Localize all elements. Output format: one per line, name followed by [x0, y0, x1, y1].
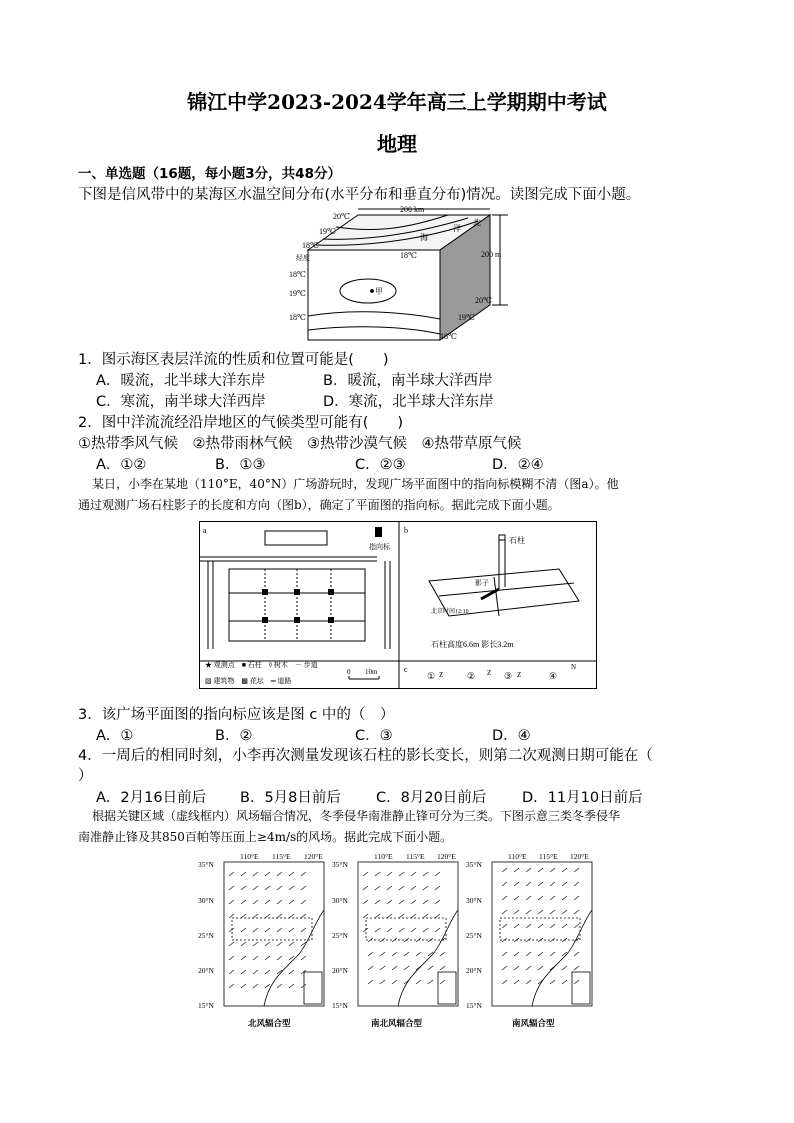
wind-arrow: [289, 928, 294, 932]
key-region-box: [500, 918, 580, 940]
key-region-box: [232, 918, 312, 940]
wind-arrow: [229, 900, 234, 904]
wind-arrow: [375, 928, 380, 932]
wind-arrow: [562, 896, 567, 900]
q1-option-b[interactable]: B．暖流，南半球大洋西岸: [323, 373, 493, 389]
wind-arrow: [399, 872, 404, 876]
wind-arrow: [440, 952, 445, 956]
fig2-c3-z: Z: [517, 671, 522, 679]
wind-arrow: [375, 914, 380, 918]
q2-option-b[interactable]: B．①③: [215, 457, 266, 473]
wind-arrow: [363, 914, 368, 918]
wind-arrow: [526, 966, 531, 970]
fig1-t18d: 18℃: [440, 332, 457, 341]
q2-items: ①热带季风气候 ②热带雨林气候 ③热带沙漠气候 ④热带草原气候: [78, 436, 522, 452]
wind-arrow: [289, 914, 294, 918]
fig1-width-label: 200 km: [400, 205, 425, 214]
wind-arrow: [241, 914, 246, 918]
wind-arrow: [538, 966, 543, 970]
wind-arrow: [265, 886, 270, 890]
wind-arrow: [277, 900, 282, 904]
map3-lon115: 115°E: [539, 852, 558, 861]
wind-arrow: [411, 928, 416, 932]
fig2-c1: ①: [427, 671, 436, 681]
fig1-t18e: 18℃: [400, 251, 417, 260]
wind-arrow: [562, 966, 567, 970]
fig1-t18a: 18℃: [302, 241, 319, 250]
q4-stem: 4．一周后的相同时刻，小李再次测量发现该石柱的影长变长，则第二次观测日期可能在（: [78, 748, 653, 764]
wind-arrow: [277, 914, 282, 918]
wind-arrow: [562, 882, 567, 886]
wind-arrow: [411, 914, 416, 918]
wind-arrow: [229, 928, 234, 932]
wind-arrow: [550, 980, 555, 984]
q3-option-a[interactable]: A．①: [96, 728, 134, 744]
map3-lon120: 120°E: [570, 852, 589, 861]
wind-arrow: [399, 914, 404, 918]
wind-arrow: [253, 970, 258, 974]
wind-arrow: [387, 872, 392, 876]
q4-option-b[interactable]: B．5月8日前后: [240, 790, 341, 806]
passage3-line1: 根据关键区域（虚线框内）风场辐合情况，冬季侵华南准静止锋可分为三类。下图示意三类冬季侵华: [92, 809, 621, 823]
wind-arrow: [574, 882, 579, 886]
wind-arrow: [301, 984, 306, 988]
fig1-t19a: 19℃: [319, 227, 336, 236]
map3-lat25: 25°N: [466, 931, 482, 940]
map2-lat25: 25°N: [332, 931, 348, 940]
wind-arrow: [363, 928, 368, 932]
wind-arrow: [428, 938, 433, 942]
map1-lat30: 30°N: [198, 896, 214, 905]
map2-lat30: 30°N: [332, 896, 348, 905]
wind-arrow: [253, 886, 258, 890]
wind-arrow: [562, 910, 567, 914]
wind-arrow: [265, 928, 270, 932]
wind-arrow: [538, 938, 543, 942]
wind-arrow: [574, 952, 579, 956]
inset-map: [572, 972, 590, 1004]
inset-map: [438, 972, 456, 1004]
wind-arrow: [550, 910, 555, 914]
wind-arrow: [387, 886, 392, 890]
wind-arrow: [428, 966, 433, 970]
wind-arrow: [526, 910, 531, 914]
fig2-c2-z: Z: [487, 669, 492, 677]
wind-arrow: [380, 938, 385, 942]
fig2-c4-n: N: [571, 663, 577, 671]
wind-arrow: [229, 872, 234, 876]
section-intro: 下图是信风带中的某海区水温空间分布(水平分布和垂直分布)情况。读图完成下面小题。: [78, 187, 641, 203]
fig2-a-label: a: [203, 526, 207, 535]
wind-arrow: [277, 928, 282, 932]
wind-arrow: [265, 984, 270, 988]
fig1-ocean: 洋: [453, 224, 461, 233]
wind-arrow: [514, 868, 519, 872]
wind-arrow: [435, 914, 440, 918]
wind-arrow: [265, 900, 270, 904]
wind-arrow: [562, 952, 567, 956]
wind-arrow: [277, 984, 282, 988]
wind-arrow: [502, 882, 507, 886]
wind-arrow: [574, 966, 579, 970]
map2-lat20: 20°N: [332, 966, 348, 975]
wind-arrow: [229, 886, 234, 890]
wind-arrow: [301, 900, 306, 904]
wind-arrow: [368, 938, 373, 942]
q3-stem: 3．该广场平面图的指向标应该是图 c 中的（ ）: [78, 707, 395, 723]
wind-arrow: [502, 938, 507, 942]
wind-arrow: [392, 938, 397, 942]
wind-arrow: [562, 868, 567, 872]
map2-lon115: 115°E: [406, 852, 425, 861]
wind-arrow: [241, 928, 246, 932]
q4-option-c[interactable]: C．8月20日前后: [376, 790, 487, 806]
fig2-time-label: 北京时间12:10: [431, 609, 469, 615]
wind-field-maps: [196, 850, 606, 1032]
wind-arrow: [435, 928, 440, 932]
passage2-line1: 某日，小李在某地（110°E，40°N）广场游玩时，发现广场平面图中的指向标模糊不清（图a）。他: [92, 477, 619, 491]
wind-arrow: [526, 882, 531, 886]
wind-arrow: [387, 900, 392, 904]
wind-arrow: [265, 942, 270, 946]
wind-arrow: [301, 872, 306, 876]
wind-arrow: [265, 956, 270, 960]
inset-map: [304, 972, 322, 1004]
wind-arrow: [514, 910, 519, 914]
wind-arrow: [399, 928, 404, 932]
subject-title: 地理: [377, 132, 417, 156]
wind-arrow: [375, 872, 380, 876]
map2-caption: 南北风辐合型: [371, 1018, 423, 1028]
wind-arrow: [428, 980, 433, 984]
wind-arrow: [550, 924, 555, 928]
fig1-t20a: 20℃: [333, 212, 350, 221]
wind-arrow: [229, 970, 234, 974]
wind-arrow: [301, 886, 306, 890]
wind-arrow: [550, 882, 555, 886]
q2-option-a[interactable]: A．①②: [96, 457, 147, 473]
wind-arrow: [253, 900, 258, 904]
wind-arrow: [514, 980, 519, 984]
wind-arrow: [277, 886, 282, 890]
wind-arrow: [416, 980, 421, 984]
wind-arrow: [399, 900, 404, 904]
wind-arrow: [380, 966, 385, 970]
wind-arrow: [574, 896, 579, 900]
wind-arrow: [241, 942, 246, 946]
wind-arrow: [574, 980, 579, 984]
wind-arrow: [404, 938, 409, 942]
wind-arrow: [399, 886, 404, 890]
wind-arrow: [416, 938, 421, 942]
map1-lon110: 110°E: [240, 852, 259, 861]
q4-option-d[interactable]: D．11月10日前后: [522, 790, 643, 806]
wind-arrow: [550, 952, 555, 956]
q1-option-c[interactable]: C．寒流，南半球大洋西岸: [96, 394, 266, 410]
wind-arrow: [440, 966, 445, 970]
map-frame: [224, 862, 324, 1006]
fig2-height-label: 石柱高度6.6m 影长3.2m: [431, 640, 514, 649]
wind-arrow: [514, 896, 519, 900]
fig2-c2: ②: [467, 671, 476, 681]
wind-arrow: [574, 868, 579, 872]
wind-arrow: [502, 896, 507, 900]
wind-arrow: [229, 914, 234, 918]
wind-arrow: [502, 924, 507, 928]
wind-arrow: [392, 966, 397, 970]
map3-lat30: 30°N: [466, 896, 482, 905]
wind-arrow: [375, 886, 380, 890]
wind-arrow: [375, 900, 380, 904]
wind-arrow: [411, 900, 416, 904]
fig1-t18c: 18℃: [289, 313, 306, 322]
wind-arrow: [502, 910, 507, 914]
fig1-t20b: 20℃: [475, 296, 492, 305]
fig1-jia: 甲: [375, 287, 383, 296]
wind-arrow: [265, 872, 270, 876]
wind-arrow: [538, 910, 543, 914]
wind-arrow: [423, 872, 428, 876]
wind-arrow: [435, 872, 440, 876]
wind-arrow: [289, 984, 294, 988]
fig2-scale-10: 10m: [365, 668, 378, 676]
map3-lat35: 35°N: [466, 860, 482, 869]
fig2-c4: ④: [549, 671, 558, 681]
wind-arrow: [301, 928, 306, 932]
wind-arrow: [368, 966, 373, 970]
wind-arrow: [526, 952, 531, 956]
wind-arrow: [277, 942, 282, 946]
wind-arrow: [253, 956, 258, 960]
wind-arrow: [411, 886, 416, 890]
wind-arrow: [289, 886, 294, 890]
wind-arrow: [502, 980, 507, 984]
wind-arrow: [502, 952, 507, 956]
wind-arrow: [253, 928, 258, 932]
wind-arrow: [363, 872, 368, 876]
coastline: [398, 910, 458, 1006]
wind-arrow: [423, 886, 428, 890]
map1-caption: 北风辐合型: [248, 1018, 291, 1028]
wind-arrow: [538, 952, 543, 956]
wind-arrow: [289, 942, 294, 946]
fig1-t19c: 19℃: [458, 313, 475, 322]
wind-arrow: [289, 970, 294, 974]
wind-arrow: [392, 952, 397, 956]
wind-arrow: [289, 872, 294, 876]
wind-arrow: [265, 970, 270, 974]
wind-arrow: [428, 952, 433, 956]
wind-arrow: [526, 938, 531, 942]
wind-arrow: [538, 882, 543, 886]
map3-lat20: 20°N: [466, 966, 482, 975]
map2-lat35: 35°N: [332, 860, 348, 869]
wind-arrow: [562, 924, 567, 928]
wind-arrow: [514, 938, 519, 942]
wind-arrow: [253, 984, 258, 988]
q1-stem: 1．图示海区表层洋流的性质和位置可能是( ): [78, 352, 389, 368]
q2-option-c[interactable]: C．②③: [355, 457, 406, 473]
map3-lat15: 15°N: [466, 1001, 482, 1010]
wind-arrow: [538, 924, 543, 928]
wind-arrow: [423, 928, 428, 932]
wind-arrow: [423, 914, 428, 918]
passage3-line2: 南准静止锋及其850百帕等压面上≥4m/s的风场。据此完成下面小题。: [78, 830, 453, 844]
wind-arrow: [368, 952, 373, 956]
wind-arrow: [526, 924, 531, 928]
wind-arrow: [574, 910, 579, 914]
wind-arrow: [435, 900, 440, 904]
q2-option-d[interactable]: D．②④: [492, 457, 544, 473]
wind-arrow: [514, 952, 519, 956]
q2-stem: 2．图中洋流流经沿岸地区的气候类型可能有( ): [78, 415, 404, 431]
wind-arrow: [277, 872, 282, 876]
key-region-box: [366, 918, 446, 940]
wind-arrow: [550, 868, 555, 872]
wind-arrow: [502, 868, 507, 872]
passage2-line2: 通过观测广场石柱影子的长度和方向（图b），确定了平面图的指向标。据此完成下面小题。: [78, 498, 560, 512]
map1-lon115: 115°E: [272, 852, 291, 861]
wind-arrow: [229, 942, 234, 946]
fig1-t18b: 18℃: [289, 270, 306, 279]
wind-arrow: [253, 872, 258, 876]
wind-arrow: [440, 980, 445, 984]
wind-arrow: [574, 924, 579, 928]
wind-arrow: [502, 966, 507, 970]
wind-arrow: [411, 872, 416, 876]
fig1-t19b: 19℃: [289, 289, 306, 298]
wind-arrow: [514, 924, 519, 928]
wind-arrow: [404, 952, 409, 956]
fig1-north: 北: [473, 218, 481, 227]
wind-arrow: [363, 886, 368, 890]
wind-arrow: [241, 900, 246, 904]
wind-arrow: [229, 984, 234, 988]
wind-arrow: [289, 900, 294, 904]
wind-arrow: [514, 966, 519, 970]
plaza-figure: [199, 521, 597, 689]
fig2-b-label: b: [404, 526, 408, 535]
map-frame: [358, 862, 458, 1006]
wind-arrow: [241, 970, 246, 974]
wind-arrow: [387, 928, 392, 932]
map1-lat15: 15°N: [198, 1001, 214, 1010]
wind-arrow: [380, 952, 385, 956]
map3-lon110: 110°E: [508, 852, 527, 861]
fig2-shadow-label: 影子: [475, 579, 489, 587]
wind-arrow: [550, 966, 555, 970]
fig1-depth-label: 200 m: [481, 250, 502, 259]
q4-option-a[interactable]: A．2月16日前后: [96, 790, 207, 806]
wind-arrow: [229, 956, 234, 960]
wind-arrow: [363, 900, 368, 904]
coastline: [264, 910, 324, 1006]
wind-arrow: [301, 956, 306, 960]
wind-arrow: [392, 980, 397, 984]
fig1-sea: 海: [420, 233, 428, 242]
q1-option-a[interactable]: A．暖流，北半球大洋东岸: [96, 373, 266, 389]
q4-stem-end: ）: [78, 768, 93, 784]
q3-option-c[interactable]: C．③: [355, 728, 393, 744]
wind-arrow: [241, 872, 246, 876]
q3-option-d[interactable]: D．④: [492, 728, 531, 744]
section-heading: 一、单选题（16题，每小题3分，共48分）: [78, 166, 341, 182]
fig2-c-label: c: [404, 665, 408, 674]
wind-arrow: [380, 980, 385, 984]
fig2-legend2: ▨ 建筑物 ▩ 花坛 ═ 道路: [205, 677, 292, 685]
wind-arrow: [550, 938, 555, 942]
map2-lon120: 120°E: [437, 852, 456, 861]
map1-lon120: 120°E: [304, 852, 323, 861]
wind-arrow: [253, 914, 258, 918]
map3-caption: 南风辐合型: [512, 1018, 555, 1028]
wind-arrow: [538, 896, 543, 900]
wind-arrow: [241, 886, 246, 890]
wind-arrow: [435, 886, 440, 890]
wind-arrow: [241, 956, 246, 960]
wind-arrow: [526, 868, 531, 872]
wind-arrow: [416, 952, 421, 956]
wind-arrow: [562, 938, 567, 942]
wind-arrow: [277, 956, 282, 960]
ocean-temperature-figure: [278, 203, 518, 343]
wind-arrow: [368, 980, 373, 984]
map2-lat15: 15°N: [332, 1001, 348, 1010]
wind-arrow: [387, 914, 392, 918]
wind-arrow: [562, 980, 567, 984]
wind-arrow: [301, 914, 306, 918]
fig2-c1-z: Z: [439, 671, 444, 679]
wind-arrow: [423, 900, 428, 904]
fig2-pillar-label: 石柱: [509, 536, 525, 545]
wind-arrow: [241, 984, 246, 988]
wind-arrow: [404, 966, 409, 970]
fig2-legend1: ★ 观测点 ■ 石柱 ◊ 树木 － 步道: [205, 661, 318, 669]
wind-arrow: [538, 868, 543, 872]
wind-arrow: [265, 914, 270, 918]
map1-lat35: 35°N: [198, 860, 214, 869]
fig2-scale-0: 0: [347, 668, 351, 676]
wind-arrow: [253, 942, 258, 946]
fig2-pointer-label: 指向标: [369, 543, 390, 551]
coastline: [532, 910, 592, 1006]
wind-arrow: [514, 882, 519, 886]
map1-lat20: 20°N: [198, 966, 214, 975]
q3-option-b[interactable]: B．②: [215, 728, 253, 744]
fig2-c3: ③: [504, 671, 513, 681]
wind-arrow: [526, 980, 531, 984]
wind-arrow: [550, 896, 555, 900]
exam-title: 锦江中学2023-2024学年高三上学期期中考试: [187, 90, 607, 114]
q1-option-d[interactable]: D．寒流，北半球大洋东岸: [323, 394, 494, 410]
fig1-lon-label: 经度: [296, 254, 310, 262]
map2-lon110: 110°E: [374, 852, 393, 861]
wind-arrow: [526, 896, 531, 900]
wind-arrow: [416, 966, 421, 970]
map1-lat25: 25°N: [198, 931, 214, 940]
